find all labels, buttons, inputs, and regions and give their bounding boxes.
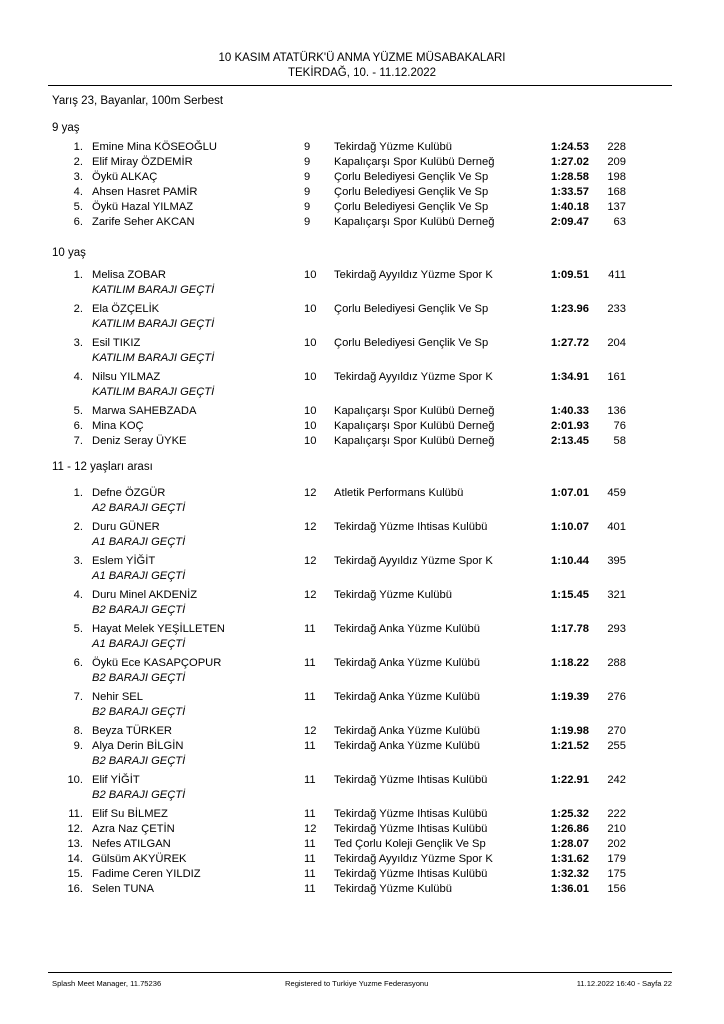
club-name: Tekirdağ Anka Yüzme Kulübü <box>334 725 480 737</box>
athlete-age: 9 <box>304 201 311 213</box>
swim-time: 1:19.98 <box>551 725 589 737</box>
result-row <box>0 520 724 534</box>
athlete-name: Emine Mina KÖSEOĞLU <box>92 141 217 153</box>
result-row <box>0 336 724 350</box>
result-row <box>0 622 724 636</box>
result-row <box>0 215 724 229</box>
fina-points: 210 <box>607 823 626 835</box>
footer-software: Splash Meet Manager, 11.75236 <box>52 979 162 988</box>
result-row <box>0 170 724 184</box>
fina-points: 209 <box>607 156 626 168</box>
athlete-age: 11 <box>304 853 316 865</box>
athlete-age: 11 <box>304 623 316 635</box>
qualification-note: KATILIM BARAJI GEÇTİ <box>92 386 215 398</box>
athlete-name: Melisa ZOBAR <box>92 269 166 281</box>
athlete-name: Defne ÖZGÜR <box>92 487 166 499</box>
place: 3. <box>73 555 83 567</box>
club-name: Kapalıçarşı Spor Kulübü Derneğ <box>334 435 495 447</box>
age-group-label: 10 yaş <box>52 247 86 259</box>
club-name: Tekirdağ Ayyıldız Yüzme Spor K <box>334 371 493 383</box>
fina-points: 293 <box>607 623 626 635</box>
swim-time: 1:07.01 <box>551 487 589 499</box>
swim-time: 2:09.47 <box>551 216 589 228</box>
athlete-age: 10 <box>304 405 317 417</box>
athlete-name: Duru GÜNER <box>92 521 160 533</box>
athlete-age: 11 <box>304 868 316 880</box>
athlete-name: Mina KOÇ <box>92 420 144 432</box>
age-group-label: 9 yaş <box>52 122 80 134</box>
qualification-note: KATILIM BARAJI GEÇTİ <box>92 284 215 296</box>
place: 4. <box>73 371 83 383</box>
result-row <box>0 185 724 199</box>
place: 5. <box>73 623 83 635</box>
swim-time: 1:33.57 <box>551 186 589 198</box>
result-row <box>0 419 724 433</box>
athlete-name: Elif Miray ÖZDEMİR <box>92 156 193 168</box>
fina-points: 321 <box>607 589 626 601</box>
club-name: Tekirdağ Ayyıldız Yüzme Spor K <box>334 853 493 865</box>
athlete-name: Selen TUNA <box>92 883 154 895</box>
result-row <box>0 588 724 602</box>
athlete-name: Elif Su BİLMEZ <box>92 808 168 820</box>
fina-points: 198 <box>607 171 626 183</box>
place: 7. <box>73 691 83 703</box>
swim-time: 1:27.72 <box>551 337 589 349</box>
fina-points: 137 <box>607 201 626 213</box>
club-name: Kapalıçarşı Spor Kulübü Derneğ <box>334 405 495 417</box>
club-name: Tekirdağ Yüzme Ihtisas Kulübü <box>334 823 488 835</box>
fina-points: 202 <box>607 838 626 850</box>
footer-date-page: 11.12.2022 16:40 - Sayfa 22 <box>576 979 672 988</box>
club-name: Tekirdağ Ayyıldız Yüzme Spor K <box>334 269 493 281</box>
place: 2. <box>73 303 83 315</box>
athlete-age: 9 <box>304 141 311 153</box>
header-rule <box>48 85 672 86</box>
swim-time: 1:40.18 <box>551 201 589 213</box>
result-row <box>0 882 724 896</box>
athlete-name: Öykü Ece KASAPÇOPUR <box>92 657 222 669</box>
place: 2. <box>73 156 83 168</box>
athlete-age: 11 <box>304 691 316 703</box>
qualification-note: A2 BARAJI GEÇTİ <box>92 502 186 514</box>
swim-time: 1:40.33 <box>551 405 589 417</box>
result-row <box>0 739 724 753</box>
athlete-name: Deniz Seray ÜYKE <box>92 435 187 447</box>
swim-time: 1:15.45 <box>551 589 589 601</box>
swim-time: 1:28.07 <box>551 838 589 850</box>
club-name: Tekirdağ Yüzme Ihtisas Kulübü <box>334 774 488 786</box>
place: 9. <box>73 740 83 752</box>
club-name: Tekirdağ Ayyıldız Yüzme Spor K <box>334 555 493 567</box>
qualification-note: B2 BARAJI GEÇTİ <box>92 755 186 767</box>
athlete-name: Elif YİĞİT <box>92 774 140 786</box>
athlete-age: 11 <box>304 883 316 895</box>
swim-time: 1:10.44 <box>551 555 589 567</box>
athlete-age: 12 <box>304 487 317 499</box>
athlete-age: 12 <box>304 555 317 567</box>
place: 16. <box>67 883 83 895</box>
result-row <box>0 268 724 282</box>
athlete-age: 9 <box>304 156 311 168</box>
club-name: Kapalıçarşı Spor Kulübü Derneğ <box>334 420 495 432</box>
place: 6. <box>73 216 83 228</box>
athlete-name: Nefes ATILGAN <box>92 838 171 850</box>
swim-time: 2:01.93 <box>551 420 589 432</box>
fina-points: 276 <box>607 691 626 703</box>
place: 3. <box>73 171 83 183</box>
swim-time: 1:32.32 <box>551 868 589 880</box>
fina-points: 168 <box>607 186 626 198</box>
result-row <box>0 302 724 316</box>
club-name: Çorlu Belediyesi Gençlik Ve Sp <box>334 171 489 183</box>
qualification-note: KATILIM BARAJI GEÇTİ <box>92 352 215 364</box>
club-name: Tekirdağ Yüzme Ihtisas Kulübü <box>334 521 488 533</box>
club-name: Çorlu Belediyesi Gençlik Ve Sp <box>334 303 489 315</box>
athlete-age: 11 <box>304 808 316 820</box>
fina-points: 179 <box>607 853 626 865</box>
club-name: Tekirdağ Anka Yüzme Kulübü <box>334 623 480 635</box>
result-row <box>0 140 724 154</box>
place: 10. <box>67 774 83 786</box>
result-row <box>0 434 724 448</box>
athlete-name: Hayat Melek YEŞİLLETEN <box>92 623 225 635</box>
footer-rule <box>48 972 672 973</box>
result-row <box>0 370 724 384</box>
athlete-age: 9 <box>304 186 311 198</box>
athlete-age: 11 <box>304 657 316 669</box>
swim-time: 2:13.45 <box>551 435 589 447</box>
qualification-note: B2 BARAJI GEÇTİ <box>92 604 186 616</box>
result-row <box>0 837 724 851</box>
qualification-note: B2 BARAJI GEÇTİ <box>92 706 186 718</box>
athlete-name: Duru Minel AKDENİZ <box>92 589 198 601</box>
athlete-name: Gülsüm AKYÜREK <box>92 853 187 865</box>
athlete-age: 11 <box>304 838 316 850</box>
place: 6. <box>73 420 83 432</box>
place: 1. <box>73 141 83 153</box>
club-name: Çorlu Belediyesi Gençlik Ve Sp <box>334 337 489 349</box>
page-title: 10 KASIM ATATÜRK'Ü ANMA YÜZME MÜSABAKALARI <box>218 52 506 64</box>
athlete-age: 11 <box>304 740 316 752</box>
athlete-age: 10 <box>304 269 317 281</box>
result-row <box>0 724 724 738</box>
footer-registration: Registered to Turkiye Yuzme Federasyonu <box>285 979 429 988</box>
fina-points: 222 <box>607 808 626 820</box>
swim-time: 1:27.02 <box>551 156 589 168</box>
fina-points: 411 <box>608 269 626 281</box>
athlete-name: Öykü ALKAÇ <box>92 171 158 183</box>
athlete-name: Fadime Ceren YILDIZ <box>92 868 201 880</box>
club-name: Kapalıçarşı Spor Kulübü Derneğ <box>334 216 495 228</box>
place: 8. <box>73 725 83 737</box>
club-name: Çorlu Belediyesi Gençlik Ve Sp <box>334 201 489 213</box>
fina-points: 228 <box>607 141 626 153</box>
athlete-name: Eslem YİĞİT <box>92 555 156 567</box>
place: 7. <box>73 435 83 447</box>
athlete-age: 10 <box>304 303 317 315</box>
swim-time: 1:17.78 <box>551 623 589 635</box>
athlete-name: Marwa SAHEBZADA <box>92 405 197 417</box>
athlete-name: Nehir SEL <box>92 691 143 703</box>
result-row <box>0 807 724 821</box>
result-row <box>0 867 724 881</box>
club-name: Çorlu Belediyesi Gençlik Ve Sp <box>334 186 489 198</box>
club-name: Tekirdağ Anka Yüzme Kulübü <box>334 691 480 703</box>
athlete-age: 10 <box>304 371 317 383</box>
place: 14. <box>67 853 83 865</box>
swim-time: 1:18.22 <box>551 657 589 669</box>
athlete-age: 11 <box>304 774 316 786</box>
place: 4. <box>73 589 83 601</box>
place: 4. <box>73 186 83 198</box>
fina-points: 395 <box>607 555 626 567</box>
athlete-age: 9 <box>304 171 311 183</box>
place: 3. <box>73 337 83 349</box>
qualification-note: B2 BARAJI GEÇTİ <box>92 672 186 684</box>
place: 1. <box>73 487 83 499</box>
swim-time: 1:09.51 <box>551 269 589 281</box>
swim-time: 1:36.01 <box>551 883 589 895</box>
fina-points: 136 <box>607 405 626 417</box>
fina-points: 233 <box>607 303 626 315</box>
athlete-age: 12 <box>304 725 317 737</box>
result-row <box>0 155 724 169</box>
fina-points: 156 <box>607 883 626 895</box>
athlete-name: Öykü Hazal YILMAZ <box>92 201 194 213</box>
club-name: Tekirdağ Yüzme Kulübü <box>334 589 452 601</box>
club-name: Kapalıçarşı Spor Kulübü Derneğ <box>334 156 495 168</box>
fina-points: 76 <box>613 420 626 432</box>
swim-time: 1:22.91 <box>551 774 589 786</box>
fina-points: 270 <box>607 725 626 737</box>
result-row <box>0 852 724 866</box>
swim-time: 1:28.58 <box>551 171 589 183</box>
swim-time: 1:31.62 <box>551 853 589 865</box>
athlete-age: 12 <box>304 521 317 533</box>
fina-points: 288 <box>607 657 626 669</box>
page-subtitle: TEKİRDAĞ, 10. - 11.12.2022 <box>287 67 437 79</box>
fina-points: 175 <box>607 868 626 880</box>
place: 6. <box>73 657 83 669</box>
place: 15. <box>67 868 83 880</box>
result-row <box>0 200 724 214</box>
qualification-note: A1 BARAJI GEÇTİ <box>92 638 186 650</box>
athlete-age: 10 <box>304 420 317 432</box>
fina-points: 204 <box>607 337 626 349</box>
place: 5. <box>73 201 83 213</box>
place: 13. <box>67 838 83 850</box>
club-name: Tekirdağ Yüzme Kulübü <box>334 141 452 153</box>
athlete-age: 12 <box>304 823 317 835</box>
club-name: Atletik Performans Kulübü <box>334 487 464 499</box>
swim-time: 1:34.91 <box>551 371 589 383</box>
qualification-note: A1 BARAJI GEÇTİ <box>92 536 186 548</box>
athlete-name: Ahsen Hasret PAMİR <box>92 186 198 198</box>
club-name: Ted Çorlu Koleji Gençlik Ve Sp <box>334 838 486 850</box>
result-row <box>0 554 724 568</box>
swim-time: 1:26.86 <box>551 823 589 835</box>
swim-time: 1:24.53 <box>551 141 589 153</box>
athlete-name: Beyza TÜRKER <box>92 725 172 737</box>
result-row <box>0 656 724 670</box>
place: 2. <box>73 521 83 533</box>
swim-time: 1:21.52 <box>551 740 589 752</box>
fina-points: 58 <box>613 435 626 447</box>
place: 1. <box>73 269 83 281</box>
fina-points: 459 <box>607 487 626 499</box>
athlete-age: 12 <box>304 589 317 601</box>
athlete-name: Azra Naz ÇETİN <box>92 823 175 835</box>
result-row <box>0 822 724 836</box>
place: 5. <box>73 405 83 417</box>
swim-time: 1:25.32 <box>551 808 589 820</box>
athlete-age: 10 <box>304 435 317 447</box>
result-row <box>0 486 724 500</box>
result-row <box>0 404 724 418</box>
result-row <box>0 690 724 704</box>
fina-points: 401 <box>607 521 626 533</box>
swim-time: 1:10.07 <box>551 521 589 533</box>
club-name: Tekirdağ Yüzme Ihtisas Kulübü <box>334 868 488 880</box>
swim-time: 1:23.96 <box>551 303 589 315</box>
club-name: Tekirdağ Anka Yüzme Kulübü <box>334 657 480 669</box>
fina-points: 63 <box>613 216 626 228</box>
club-name: Tekirdağ Yüzme Kulübü <box>334 883 452 895</box>
fina-points: 255 <box>607 740 626 752</box>
qualification-note: B2 BARAJI GEÇTİ <box>92 789 186 801</box>
place: 12. <box>67 823 83 835</box>
athlete-name: Zarife Seher AKCAN <box>92 216 195 228</box>
qualification-note: A1 BARAJI GEÇTİ <box>92 570 186 582</box>
fina-points: 242 <box>607 774 626 786</box>
swim-time: 1:19.39 <box>551 691 589 703</box>
athlete-name: Esil TIKIZ <box>92 337 141 349</box>
qualification-note: KATILIM BARAJI GEÇTİ <box>92 318 215 330</box>
athlete-age: 9 <box>304 216 311 228</box>
athlete-name: Alya Derin BİLGİN <box>92 740 184 752</box>
result-row <box>0 773 724 787</box>
fina-points: 161 <box>607 371 626 383</box>
athlete-name: Nilsu YILMAZ <box>92 371 161 383</box>
club-name: Tekirdağ Anka Yüzme Kulübü <box>334 740 480 752</box>
event-title: Yarış 23, Bayanlar, 100m Serbest <box>52 95 224 107</box>
place: 11. <box>68 808 83 820</box>
age-group-label: 11 - 12 yaşları arası <box>52 461 153 473</box>
athlete-age: 10 <box>304 337 317 349</box>
athlete-name: Ela ÖZÇELİK <box>92 303 160 315</box>
club-name: Tekirdağ Yüzme Ihtisas Kulübü <box>334 808 488 820</box>
